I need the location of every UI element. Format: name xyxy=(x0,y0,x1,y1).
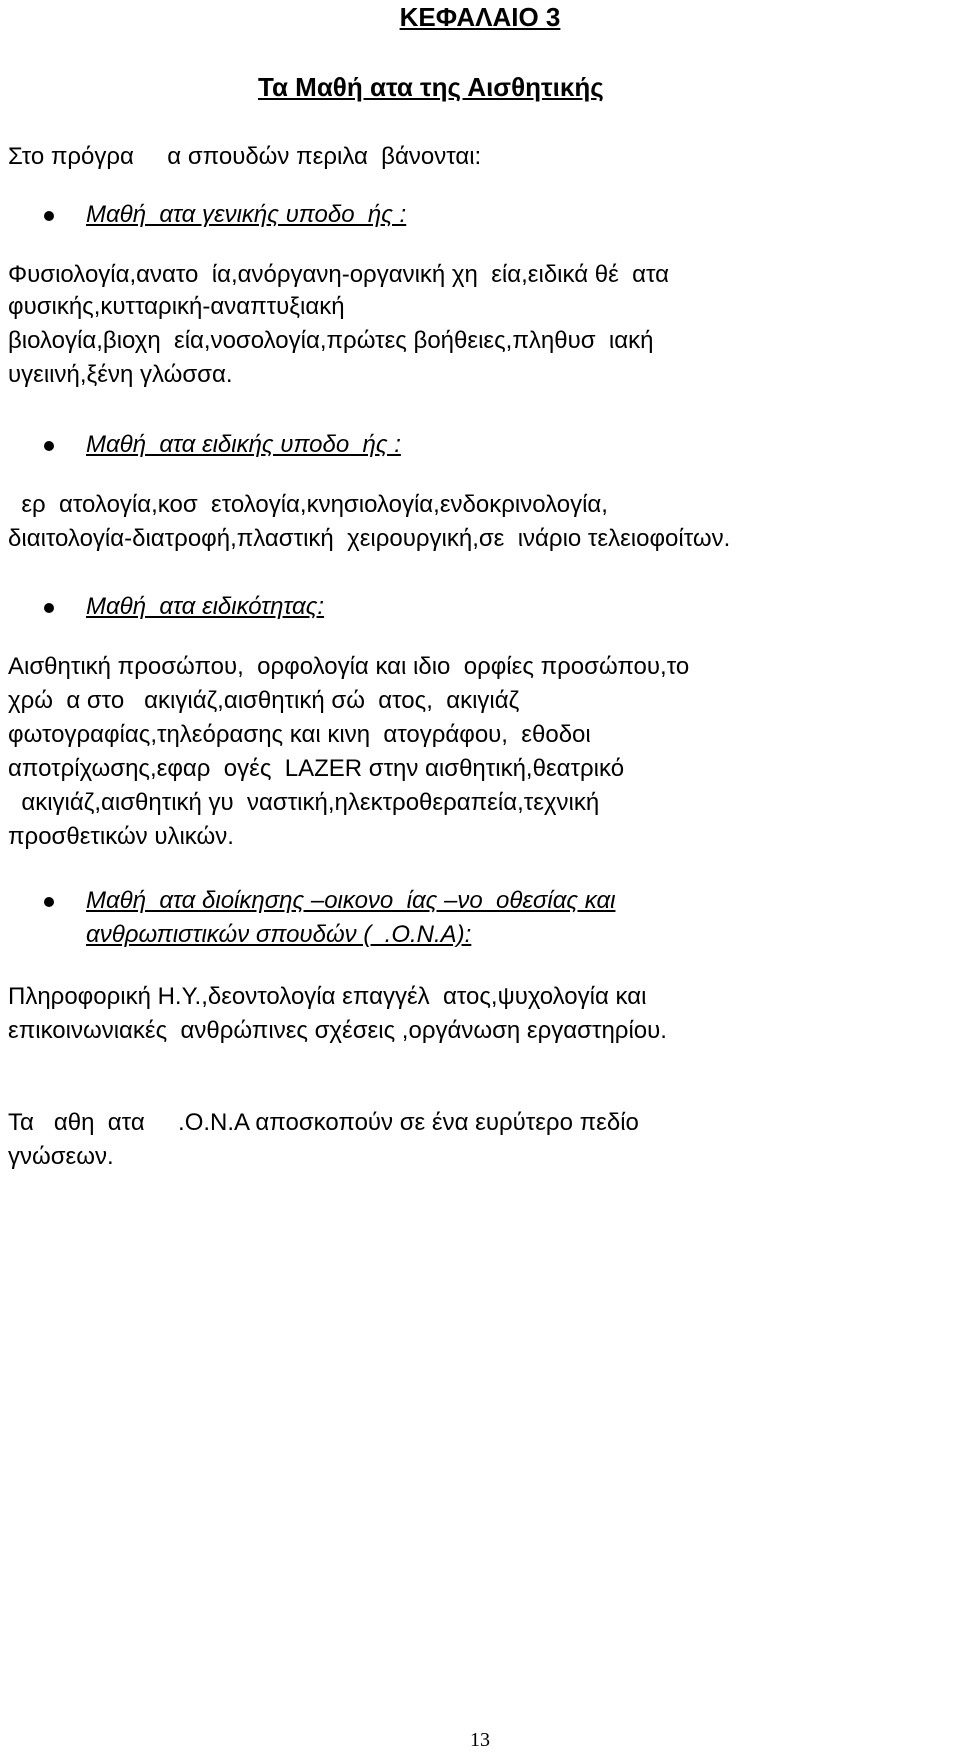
closing-line: γνώσεων. xyxy=(8,1143,114,1170)
closing-line: Τα αθη ατα .Ο.Ν.Α αποσκοπούν σε ένα ευρύτερο πεδίο xyxy=(8,1109,639,1136)
body-line: φυσικής,κυτταρική-αναπτυξιακή xyxy=(8,293,345,320)
section-heading: ανθρωπιστικών σπουδών ( .Ο.Ν.Α): xyxy=(86,921,472,948)
chapter-title: Τα Μαθή ατα της Αισθητικής xyxy=(258,72,604,102)
body-line: επικοινωνιακές ανθρώπινες σχέσεις ,οργάνωση εργαστηρίου. xyxy=(8,1017,667,1044)
bullet-icon xyxy=(44,603,54,613)
body-line: Αισθητική προσώπου, ορφολογία και ιδιο ορφίες προσώπου,το xyxy=(8,653,690,680)
section-heading: Μαθή ατα γενικής υποδο ής : xyxy=(86,201,407,228)
bullet-icon xyxy=(44,897,54,907)
body-line: προσθετικών υλικών. xyxy=(8,823,234,850)
body-line: υγειινή,ξένη γλώσσα. xyxy=(8,361,233,388)
body-line: φωτογραφίας,τηλεόρασης και κινη ατογράφου, εθοδοι xyxy=(8,721,591,748)
section-heading: Μαθή ατα ειδικής υποδο ής : xyxy=(86,431,401,458)
intro-paragraph: Στο πρόγρα α σπουδών περιλα βάνονται: xyxy=(8,143,482,170)
body-line: βιολογία,βιοχη εία,νοσολογία,πρώτες βοήθειες,πληθυσ ιακή xyxy=(8,327,654,354)
chapter-heading: ΚΕΦΑΛΑΙΟ 3 xyxy=(399,2,561,32)
body-line: Φυσιολογία,ανατο ία,ανόργανη-οργανική χη εία,ειδικά θέ ατα xyxy=(8,261,670,288)
body-line: Πληροφορική Η.Υ.,δεοντολογία επαγγέλ ατος,ψυχολογία και xyxy=(8,983,647,1010)
bullet-icon xyxy=(44,441,54,451)
bullet-icon xyxy=(44,211,54,221)
body-line: ακιγιάζ,αισθητική γυ ναστική,ηλεκτροθεραπεία,τεχνική xyxy=(8,789,600,816)
body-line: χρώ α στο ακιγιάζ,αισθητική σώ ατος, ακιγιάζ xyxy=(8,687,520,714)
section-heading: Μαθή ατα ειδικότητας: xyxy=(86,593,325,620)
body-line: ερ ατολογία,κοσ ετολογία,κνησιολογία,ενδοκρινολογία, xyxy=(8,491,608,518)
section-heading: Μαθή ατα διοίκησης –οικονο ίας –νο οθεσίας και xyxy=(86,887,616,914)
body-line: αποτρίχωσης,εφαρ ογές LAZER στην αισθητική,θεατρικό xyxy=(8,755,625,782)
page-number: 13 xyxy=(470,1729,490,1751)
body-line: διαιτολογία-διατροφή,πλαστική χειρουργική,σε ινάριο τελειοφοίτων. xyxy=(8,525,731,552)
